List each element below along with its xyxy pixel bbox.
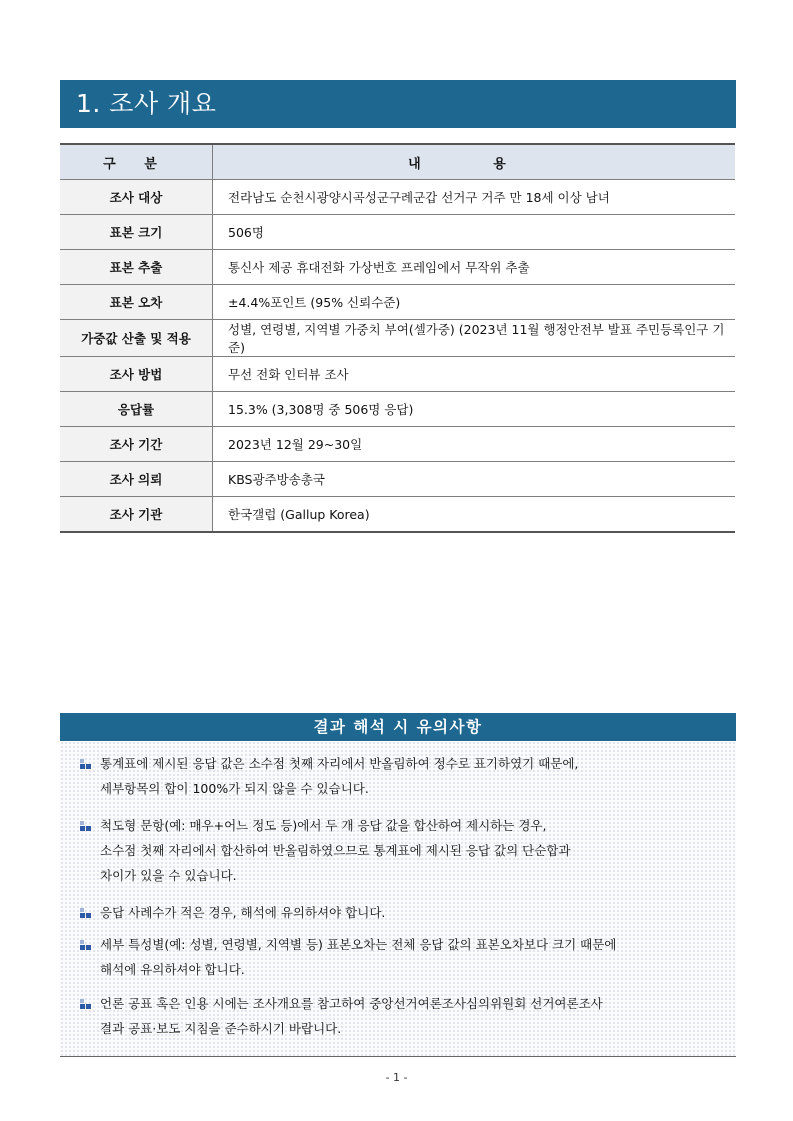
row-value: 506명 bbox=[213, 215, 736, 250]
square-bullet-icon bbox=[80, 759, 92, 769]
row-label: 조사 의뢰 bbox=[60, 462, 213, 497]
header-content: 내 용 bbox=[213, 144, 736, 180]
row-value: 한국갤럽 (Gallup Korea) bbox=[213, 497, 736, 532]
row-value: KBS광주방송총국 bbox=[213, 462, 736, 497]
table-row bbox=[60, 427, 735, 462]
row-label: 가중값 산출 및 적용 bbox=[60, 320, 213, 357]
note-line: 차이가 있을 수 있습니다. bbox=[100, 868, 237, 883]
row-label: 조사 기간 bbox=[60, 427, 213, 462]
header-category: 구 분 bbox=[60, 144, 213, 180]
table-row bbox=[60, 320, 735, 357]
note-line: 통계표에 제시된 응답 값은 소수점 첫째 자리에서 반올림하여 정수로 표기하였기 때문에, bbox=[100, 756, 579, 771]
note-line: 결과 공표·보도 지침을 준수하시기 바랍니다. bbox=[100, 1021, 342, 1036]
notes-box bbox=[60, 741, 736, 1057]
table-row bbox=[60, 250, 735, 285]
note-line: 소수점 첫째 자리에서 합산하여 반올림하였으므로 통계표에 제시된 응답 값의 단순합과 bbox=[100, 843, 571, 858]
note-line: 해석에 유의하셔야 합니다. bbox=[100, 962, 245, 977]
note-item bbox=[80, 813, 720, 888]
note-line: 세부항목의 합이 100%가 되지 않을 수 있습니다. bbox=[100, 781, 369, 796]
note-item bbox=[80, 900, 720, 925]
row-value: 2023년 12월 29~30일 bbox=[213, 427, 736, 462]
notes-title: 결과 해석 시 유의사항 bbox=[60, 713, 736, 741]
square-bullet-icon bbox=[80, 908, 92, 918]
survey-overview-table bbox=[60, 143, 735, 533]
table-row bbox=[60, 180, 735, 215]
note-line: 응답 사례수가 적은 경우, 해석에 유의하셔야 합니다. bbox=[100, 905, 386, 920]
row-value: 무선 전화 인터뷰 조사 bbox=[213, 357, 736, 392]
table-header-row bbox=[60, 144, 735, 180]
note-item bbox=[80, 991, 720, 1041]
row-label: 조사 방법 bbox=[60, 357, 213, 392]
note-line: 언론 공표 혹은 인용 시에는 조사개요를 참고하여 중앙선거여론조사심의위원회 선거여론조사 bbox=[100, 996, 603, 1011]
row-label: 조사 기관 bbox=[60, 497, 213, 532]
note-line: 세부 특성별(예: 성별, 연령별, 지역별 등) 표본오차는 전체 응답 값의 표본오차보다 크기 때문에 bbox=[100, 937, 617, 952]
row-label: 조사 대상 bbox=[60, 180, 213, 215]
row-value: 통신사 제공 휴대전화 가상번호 프레임에서 무작위 추출 bbox=[213, 250, 736, 285]
row-value: 전라남도 순천시광양시곡성군구례군갑 선거구 거주 만 18세 이상 남녀 bbox=[213, 180, 736, 215]
table-row bbox=[60, 215, 735, 250]
table-row bbox=[60, 497, 735, 532]
square-bullet-icon bbox=[80, 999, 92, 1009]
table-row bbox=[60, 392, 735, 427]
row-value: 15.3% (3,308명 중 506명 응답) bbox=[213, 392, 736, 427]
table-row bbox=[60, 285, 735, 320]
table-row bbox=[60, 357, 735, 392]
note-item bbox=[80, 751, 720, 801]
section-title: 1. 조사 개요 bbox=[60, 80, 736, 128]
square-bullet-icon bbox=[80, 940, 92, 950]
row-label: 표본 크기 bbox=[60, 215, 213, 250]
row-label: 표본 오차 bbox=[60, 285, 213, 320]
row-value: 성별, 연령별, 지역별 가중치 부여(셀가중) (2023년 11월 행정안전부 발표 주민등록인구 기준) bbox=[213, 320, 736, 357]
page-number: - 1 - bbox=[385, 1071, 408, 1084]
table-row bbox=[60, 462, 735, 497]
row-value: ±4.4%포인트 (95% 신뢰수준) bbox=[213, 285, 736, 320]
square-bullet-icon bbox=[80, 821, 92, 831]
row-label: 표본 추출 bbox=[60, 250, 213, 285]
note-line: 척도형 문항(예: 매우+어느 정도 등)에서 두 개 응답 값을 합산하여 제시하는 경우, bbox=[100, 818, 547, 833]
row-label: 응답률 bbox=[60, 392, 213, 427]
note-item bbox=[80, 932, 720, 982]
